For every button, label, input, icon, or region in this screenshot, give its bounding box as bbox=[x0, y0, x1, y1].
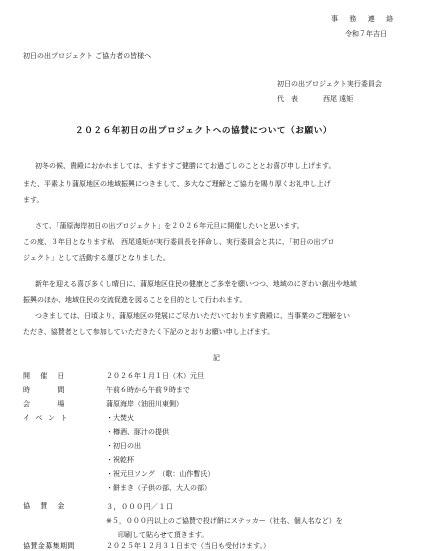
document-type: 事 務 連 絡 bbox=[331, 15, 396, 23]
event-item: ・祝乾杯 bbox=[106, 456, 134, 464]
body-line: ただき、協賛者として参加していただきたく下記のとおりお願い申し上げます。 bbox=[23, 328, 275, 336]
event-label: イ ベ ン ト bbox=[23, 414, 69, 422]
date-value: ２０２６年１月１日（木）元旦 bbox=[106, 372, 204, 380]
time-value: 午前６時から午前９時まで bbox=[106, 386, 190, 394]
body-line: 振興のほか、地域住民の交流促進を図ることを目的として行われます。 bbox=[23, 296, 247, 304]
period-value: ２０２５年１２月３１日まで（当日も受付けます。） bbox=[106, 542, 270, 550]
body-line: 初冬の候、貴殿におかれましては、ますますご健勝にてお過ごしのこととお喜び申し上げます。 bbox=[35, 162, 336, 170]
body-line: さて、「蒲原海岸初日の出プロジェクト」を２０２６年元旦に開催したいと思います。 bbox=[35, 222, 304, 230]
document-title: ２０２６年初日の出プロジェクトへの協賛について（お願い） bbox=[75, 126, 333, 136]
period-label: 協賛金募集期間 bbox=[23, 542, 75, 550]
event-item: ・祝元旦ソング （歌：山作暫氏） bbox=[106, 470, 215, 478]
body-line: ます。 bbox=[23, 196, 44, 204]
body-line: この度、３年目となります私 西尾遠矩が実行委員長を拝命し、実行委員会と共に、「初日の出プロ bbox=[23, 238, 335, 246]
body-line: 新年を迎える喜び多くし晴日に、蒲原地区住民の健康とご多幸を願いつつ、地域のにぎわい創出や地域 bbox=[35, 280, 357, 288]
fee-note: 印刷して貼らせて頂きます。 bbox=[118, 531, 209, 539]
event-item: ・餅まき（子供の部、大人の部） bbox=[106, 484, 211, 492]
venue-label: 会 場 bbox=[23, 400, 66, 408]
date-label: 開 催 日 bbox=[23, 372, 66, 380]
sender-rep-name: 西尾 遠矩 bbox=[323, 95, 354, 103]
event-item: ・大焚火 bbox=[106, 414, 134, 422]
fee-label: 協 賛 金 bbox=[23, 502, 66, 510]
sender-rep-title: 代 表 bbox=[277, 95, 298, 103]
fee-value: ３，０００円／１口 bbox=[106, 502, 174, 511]
addressee: 初日の出プロジェクト ご協力者の皆様へ bbox=[23, 52, 152, 60]
document-date: 令和７年吉日 bbox=[345, 30, 387, 38]
venue-value: 蒲原海岸（油田川東側） bbox=[106, 400, 183, 408]
fee-note: ※５，０００円以上のご協賛で投げ餅にステッカー（社名、個人名など）を bbox=[106, 517, 343, 525]
event-item: ・樽酒、豚汁の提供 bbox=[106, 428, 169, 436]
sender-org: 初日の出プロジェクト実行委員会 bbox=[277, 80, 382, 88]
body-line: ジェクト」として活動する運びとなりました。 bbox=[23, 254, 170, 262]
body-line: つきましては、日頃より、蒲原地区の発展にご尽力いただいております貴殿に、当事業のご理解をい bbox=[35, 312, 350, 320]
event-item: ・初日の出 bbox=[106, 442, 141, 450]
body-line: また、平素より蒲原地区の地域振興につきまして、多大なご理解とご協力を賜り厚くお礼申し上げ bbox=[23, 180, 331, 188]
time-label: 時 間 bbox=[23, 386, 66, 394]
ki-heading: 記 bbox=[213, 354, 220, 362]
